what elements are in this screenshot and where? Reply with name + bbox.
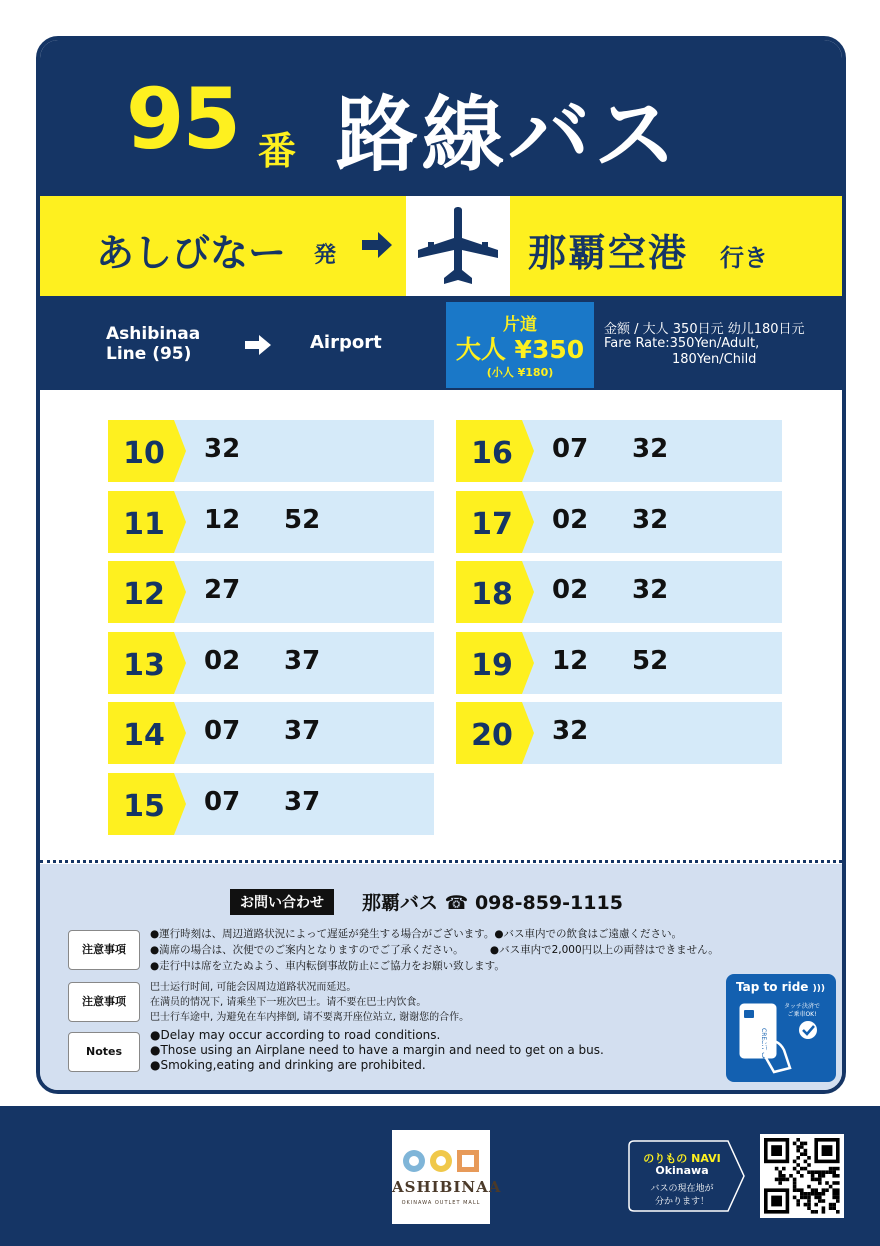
route-type-title: 路線バス [336, 88, 681, 183]
route-number: 95 [126, 70, 239, 168]
departure-minute: 27 [204, 575, 241, 605]
timetable-row [108, 561, 434, 623]
hour-label: 19 [471, 647, 513, 683]
navi-subtitle: Okinawa [655, 1164, 709, 1177]
card-label: CREDIT CARD [760, 1028, 767, 1070]
navi-title: のりもの NAVI [643, 1152, 721, 1165]
note-cn-line: 巴士行车途中, 为避免在车内摔倒, 请不要离开座位站立, 谢谢您的合作。 [150, 1012, 470, 1023]
timetable-row [456, 491, 782, 553]
destination-suffix: 行き [720, 244, 768, 272]
hour-label: 18 [471, 577, 513, 612]
departure-minute: 02 [552, 504, 589, 535]
fare-english-child: 180Yen/Child [672, 352, 757, 367]
timetable-row [108, 491, 434, 553]
bus-timetable-poster [36, 36, 846, 1094]
timetable-row [456, 702, 782, 764]
hour-marker [108, 491, 184, 553]
tap-to-ride-title [736, 980, 825, 994]
hour-label: 15 [123, 788, 165, 824]
direction-band [40, 192, 842, 298]
qr-code-icon[interactable] [760, 1134, 844, 1218]
origin-panel [40, 196, 406, 296]
timetable-row [108, 773, 434, 835]
departure-minute: 32 [632, 434, 669, 464]
departure-minute: 12 [204, 504, 241, 535]
fare-box [446, 302, 594, 388]
departure-minute: 37 [284, 716, 321, 746]
logo-name: ASHIBINAA [392, 1178, 502, 1196]
note-jp-line: ●運行時刻は、周辺道路状況によって遅延が発生する場合がございます。●バス車内での飲食はご遠慮ください。 [150, 928, 682, 940]
hour-marker [108, 561, 184, 623]
navi-description: バスの現在地が [650, 1184, 714, 1194]
hour-label: 16 [471, 436, 513, 471]
contact-info [362, 888, 623, 915]
navi-description: 分かります！ [654, 1197, 709, 1207]
departure-minute: 32 [552, 716, 589, 746]
departure-minute: 07 [204, 716, 241, 746]
departure-minute: 52 [632, 645, 669, 676]
tap-title-text: Tap to ride [736, 980, 809, 994]
hour-marker [108, 632, 184, 694]
hour-label: 10 [123, 436, 165, 471]
line-name: Ashibinaa [106, 324, 201, 344]
plane-panel [406, 196, 510, 296]
timetable-row [108, 632, 434, 694]
destination-panel [510, 196, 844, 296]
departure-minute: 02 [204, 645, 241, 676]
notes-label-cn: 注意事项 [68, 982, 140, 1022]
contactless-icon: ))) [812, 984, 825, 994]
fare-chinese: 金额 / 大人 350日元 幼儿180日元 [604, 322, 805, 337]
logo-emblem-icon [402, 1148, 480, 1174]
fare-adult: 大人 ¥350 [455, 335, 585, 364]
tap-to-ride-badge [726, 974, 836, 1082]
card-tap-icon [734, 998, 828, 1076]
route-number-suffix: 番 [258, 129, 297, 173]
origin-suffix: 発 [314, 243, 337, 268]
timetable-row [456, 420, 782, 482]
line-number: Line (95) [106, 344, 192, 364]
timetable-row [108, 420, 434, 482]
departure-minute: 37 [284, 786, 321, 817]
notes-section [40, 864, 842, 1094]
departure-minute: 32 [204, 434, 241, 464]
fare-child: (小人 ¥180) [486, 366, 554, 379]
departure-minute: 37 [284, 645, 321, 676]
ashibinaa-logo [392, 1130, 502, 1224]
note-en-line: ●Delay may occur according to road conditions. [150, 1028, 441, 1042]
telephone-icon: ☎ [444, 892, 469, 914]
tap-badge-line: タッチ決済で [783, 1003, 821, 1010]
arrow-right-icon [244, 334, 272, 356]
hour-label: 17 [471, 506, 513, 542]
note-en-line: ●Those using an Airplane need to have a margin and need to get on a bus. [150, 1043, 604, 1057]
logo-subtitle: OKINAWA OUTLET MALL [401, 1200, 481, 1206]
notes-label-jp: 注意事項 [68, 930, 140, 970]
divider [40, 860, 842, 863]
fare-english: Fare Rate:350Yen/Adult, [604, 336, 760, 351]
hour-label: 13 [123, 647, 165, 683]
departure-minute: 12 [552, 645, 589, 676]
note-cn-line: 巴士运行时间, 可能会因周边道路状况而延迟。 [150, 982, 357, 993]
contact-label: お問い合わせ [230, 889, 334, 915]
timetable-row [108, 702, 434, 764]
note-jp-line: ●走行中は席を立たぬよう、車内転倒事故防止にご協力をお願い致します。 [150, 960, 505, 972]
timetable-row [456, 561, 782, 623]
route-info-bar [40, 298, 842, 390]
fare-label: 片道 [503, 315, 537, 335]
title-banner [40, 40, 842, 192]
hour-marker [108, 773, 184, 835]
departure-minute: 32 [632, 575, 669, 605]
departure-minute: 52 [284, 504, 321, 535]
note-jp-line: ●満席の場合は、次便でのご案内となりますのでご了承ください。 ●バス車内で2,000円以上の両替はできません。 [150, 944, 719, 956]
note-en-line: ●Smoking,eating and drinking are prohibited. [150, 1058, 426, 1072]
hour-marker [456, 632, 532, 694]
hour-marker [456, 491, 532, 553]
phone-number: 098-859-1115 [474, 892, 623, 914]
note-cn-line: 在满员的情况下, 请乘坐下一班次巴士。请不要在巴士内饮食。 [150, 997, 427, 1008]
hour-marker [456, 420, 532, 482]
destination-stop: 那覇空港 [528, 231, 689, 275]
airplane-icon [414, 204, 502, 288]
hour-marker [456, 702, 532, 764]
norimono-navi-link[interactable] [628, 1140, 746, 1212]
hour-marker [108, 420, 184, 482]
hour-label: 20 [471, 718, 513, 753]
departure-minute: 02 [552, 575, 589, 605]
tap-badge-line: ご乗車OK! [787, 1011, 817, 1018]
footer [0, 1106, 880, 1246]
origin-stop: あしびなー [96, 231, 287, 275]
departure-minute: 07 [552, 434, 589, 464]
company-name: 那覇バス [362, 892, 439, 914]
arrow-right-icon [360, 228, 394, 262]
hour-marker [108, 702, 184, 764]
notes-label-en: Notes [68, 1032, 140, 1072]
hour-label: 11 [123, 506, 165, 542]
hour-label: 12 [123, 577, 165, 612]
departure-minute: 32 [632, 504, 669, 535]
timetable-row [456, 632, 782, 694]
destination-en: Airport [310, 332, 382, 353]
hour-label: 14 [123, 718, 165, 753]
departure-minute: 07 [204, 786, 241, 817]
hour-marker [456, 561, 532, 623]
